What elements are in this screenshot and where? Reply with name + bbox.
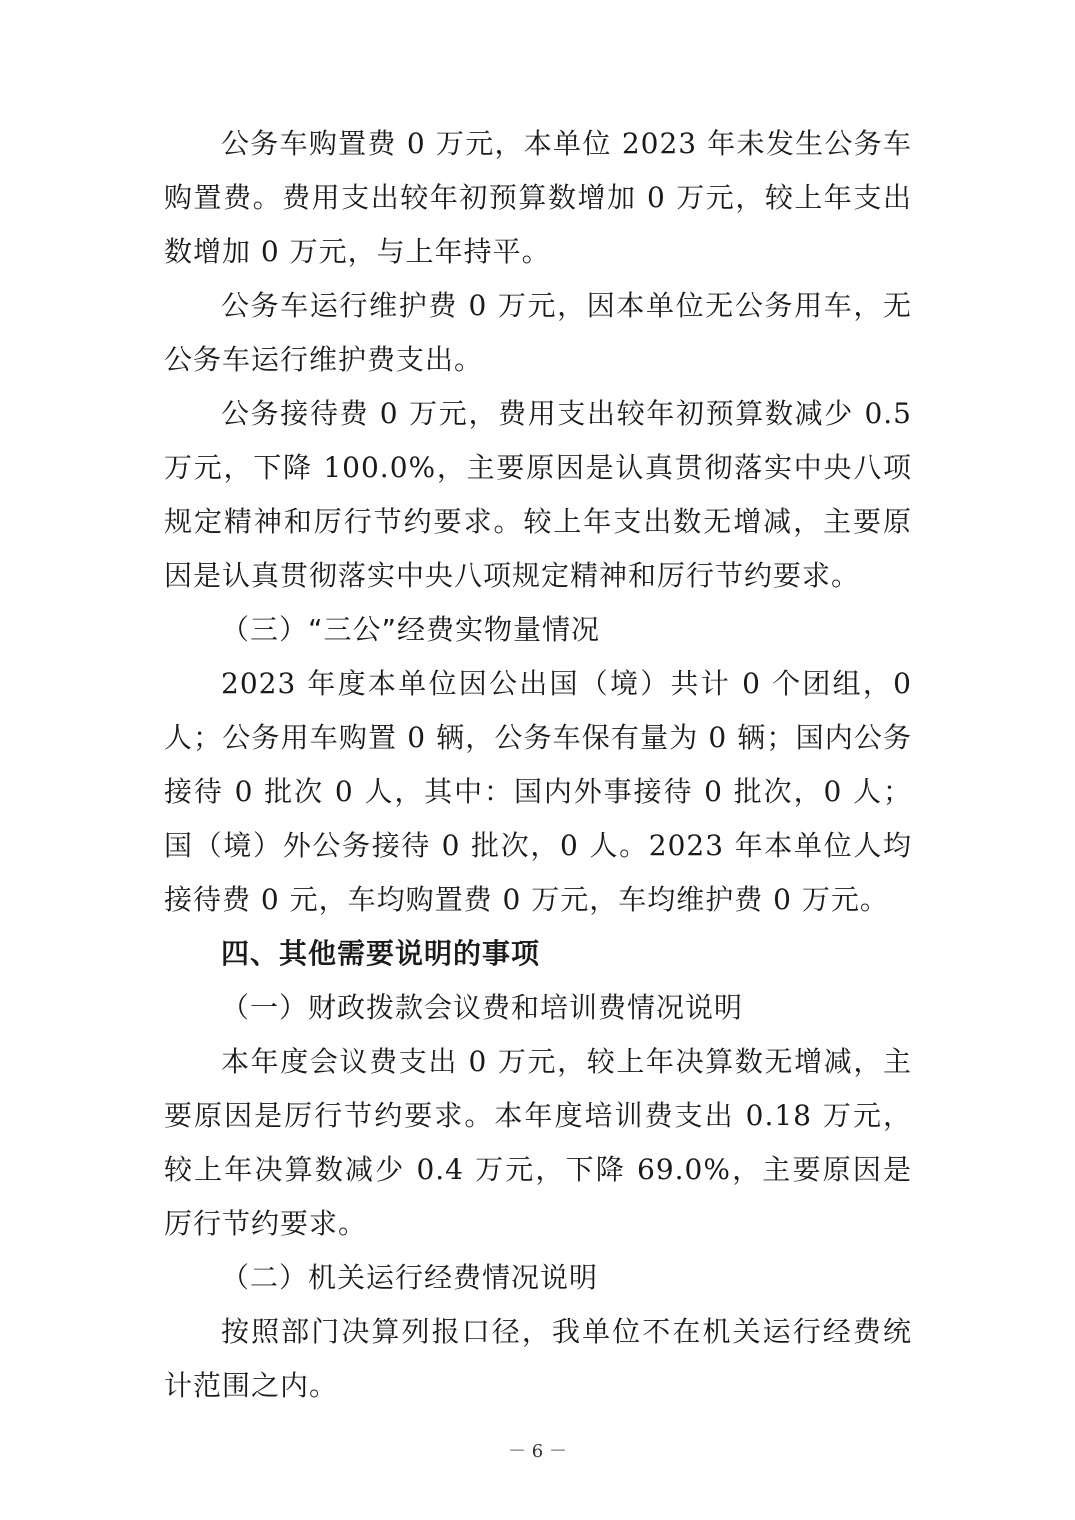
paragraph-vehicle-purchase: 公务车购置费 0 万元，本单位 2023 年未发生公务车购置费。费用支出较年初预算数增加 0 万元，较上年支出数增加 0 万元，与上年持平。 bbox=[164, 127, 912, 268]
heading-other-matters: 四、其他需要说明的事项 bbox=[221, 937, 541, 970]
paragraph-reception: 公务接待费 0 万元，费用支出较年初预算数减少 0.5 万元，下降 100.0%，主要原因是认真贯彻落实中央八项规定精神和厉行节约要求。较上年支出数无增减，主要原因是认真贯彻落实中央八项规定精神和厉行节约要求。 bbox=[164, 397, 912, 592]
subheading-operating-expenses: （二）机关运行经费情况说明 bbox=[221, 1261, 599, 1294]
paragraph-meeting-training: 本年度会议费支出 0 万元，较上年决算数无增减，主要原因是厉行节约要求。本年度培训费支出 0.18 万元，较上年决算数减少 0.4 万元，下降 69.0%，主要原因是厉行节约要求。 bbox=[164, 1045, 912, 1240]
paragraph-vehicle-maintenance: 公务车运行维护费 0 万元，因本单位无公务用车，无公务车运行维护费支出。 bbox=[164, 289, 912, 376]
paragraph-quantity-details: 2023 年度本单位因公出国（境）共计 0 个团组，0 人；公务用车购置 0 辆，公务车保有量为 0 辆；国内公务接待 0 批次 0 人，其中：国内外事接待 0 批次，0 人；国（境）外公务接待 0 批次，0 人。2023 年本单位人均接待费 0 元，车均购置费 0 万元，车均维护费 0 万元。 bbox=[164, 667, 912, 916]
document-body bbox=[164, 117, 912, 1413]
subheading-three-public-quantity: （三）“三公”经费实物量情况 bbox=[221, 613, 601, 646]
paragraph-operating-expenses: 按照部门决算列报口径，我单位不在机关运行经费统计范围之内。 bbox=[164, 1315, 912, 1402]
page-number: － 6 － bbox=[508, 1441, 567, 1462]
subheading-meeting-training: （一）财政拨款会议费和培训费情况说明 bbox=[221, 991, 744, 1024]
